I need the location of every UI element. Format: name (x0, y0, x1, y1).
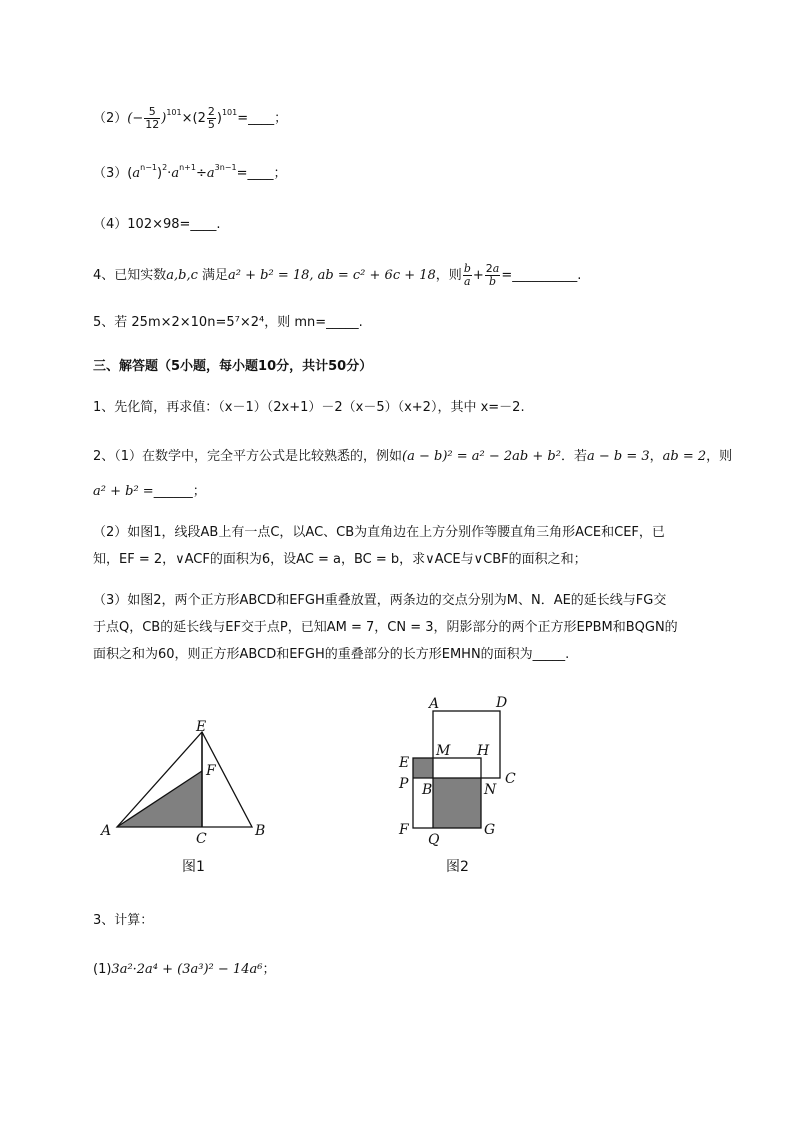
figure-2-caption: 图2 (446, 859, 469, 875)
solve-2-given-1: a − b = 3 (586, 449, 650, 464)
figure-2-label-p: P (399, 776, 409, 792)
question-2-line (93, 106, 287, 131)
solve-2-part1-text-g: ，则 (706, 449, 733, 464)
figure-2-shaded-square-bqgn (433, 778, 481, 828)
figure-2-label-q: Q (428, 832, 440, 848)
solve-2-part1-line2 (93, 482, 206, 502)
question-3-label: （3） (93, 166, 128, 181)
solve-2-part3-line3: 面积之和为60，则正方形ABCD和EFGH的重叠部分的长方形EMHN的面积为_____. (93, 647, 570, 662)
problem-4-line (93, 263, 581, 288)
solve-2-part1-text-e: ， (649, 449, 663, 464)
question-3-blank: =____； (236, 166, 287, 181)
solve-2-target-expression: a² + b² = (93, 484, 154, 499)
figure-2-label-d: D (496, 695, 508, 711)
figure-2-label-m: M (436, 743, 451, 759)
figure-2-shaded-square-epbm (413, 758, 433, 778)
figure-1 (95, 715, 275, 845)
figure-2-label-f: F (399, 822, 409, 838)
figure-2-label-c: C (505, 771, 516, 787)
solve-2-part1-blank: ______； (153, 484, 206, 499)
figure-2-label-b: B (422, 782, 433, 798)
figure-2-drawing (395, 693, 525, 848)
figure-2-label-a: A (429, 696, 440, 712)
question-4-line: （4）102×98=____. (93, 217, 221, 232)
problem-4-vars: a,b,c (166, 268, 198, 283)
figure-2-label-g: G (484, 822, 496, 838)
solve-3-item-1-end: ； (262, 962, 276, 977)
figure-1-label-f: F (206, 763, 216, 779)
figure-1-caption: 图1 (182, 859, 205, 875)
solve-3-item-1-expression: 3a²·2a⁴ + (3a³)² − 14a⁶ (111, 962, 263, 977)
figure-1-drawing (95, 715, 275, 845)
section-title: 三、解答题（5小题，每小题10分，共计50分） (93, 359, 373, 374)
problem-4-fraction-expression: $\frac{b}{a}$ + $\frac{2a}{b}$ (463, 262, 500, 288)
solve-3-item-1-label: (1) (93, 962, 112, 977)
solve-2-given-2: ab = 2 (662, 449, 707, 464)
figure-2-label-e: E (399, 755, 410, 771)
solve-2-part1-text-a: 2、（1）在数学中，完全平方公式是比较熟悉的，例如 (93, 449, 403, 464)
solve-3-title: 3、计算： (93, 913, 154, 928)
solve-2-formula: (a − b)² = a² − 2ab + b² (402, 449, 561, 464)
solve-3-item-1 (93, 960, 275, 980)
problem-4-prefix: 4、已知实数 (93, 268, 167, 283)
question-2-blank: =____； (237, 111, 288, 126)
problem-4-then: ，则 (435, 268, 462, 283)
figure-2 (395, 693, 525, 848)
problem-5-line: 5、若 25m×2×10n=5⁷×2⁴，则 mn=_____. (93, 315, 363, 330)
figure-2-label-n: N (484, 782, 497, 798)
solve-2-part3-line1: （3）如图2，两个正方形ABCD和EFGH重叠放置，两条边的交点分别为M、N．AE的延长线与FG交 (93, 593, 667, 608)
solve-2-part3-line2: 于点Q，CB的延长线与EF交于点P，已知AM = 7，CN = 3，阴影部分的两个正方形EPBM和BQGN的 (93, 620, 678, 635)
problem-4-condition: a² + b² = 18, ab = c² + 6c + 18 (228, 268, 436, 283)
solve-1-line: 1、先化简，再求值：（x－1）（2x+1）－2（x－5）（x+2），其中 x=－2. (93, 400, 525, 415)
figure-1-label-e: E (196, 719, 207, 735)
problem-4-mid: 满足 (197, 268, 229, 283)
solve-2-part2-line1: （2）如图1，线段AB上有一点C，以AC、CB为直角边在上方分别作等腰直角三角形ACE和CEF，已 (93, 525, 665, 540)
question-2-expression: (− $\frac{5}{12}$ )$^{101}$×(2 $\frac{2}{5}$ )$^{101}$ (127, 105, 238, 131)
solve-2-part2-line2: 知，EF = 2，∨ACF的面积为6，设AC = a，BC = b，求∨ACE与∨CBF的面积之和； (93, 552, 587, 567)
solve-2-part1-text-c: ．若 (560, 449, 587, 464)
question-3-expression: $(a^{n-1})^2\cdot a^{n+1}\div a^{3n-1}$ (127, 163, 237, 181)
problem-4-blank: =__________. (501, 268, 582, 283)
figure-1-label-b: B (255, 823, 266, 839)
question-2-label: （2） (93, 111, 128, 126)
solve-2-part1-line1 (93, 447, 732, 467)
figure-1-label-a: A (101, 823, 112, 839)
question-3-line (93, 164, 286, 184)
figure-2-label-h: H (477, 743, 490, 759)
figure-1-label-c: C (196, 831, 207, 845)
